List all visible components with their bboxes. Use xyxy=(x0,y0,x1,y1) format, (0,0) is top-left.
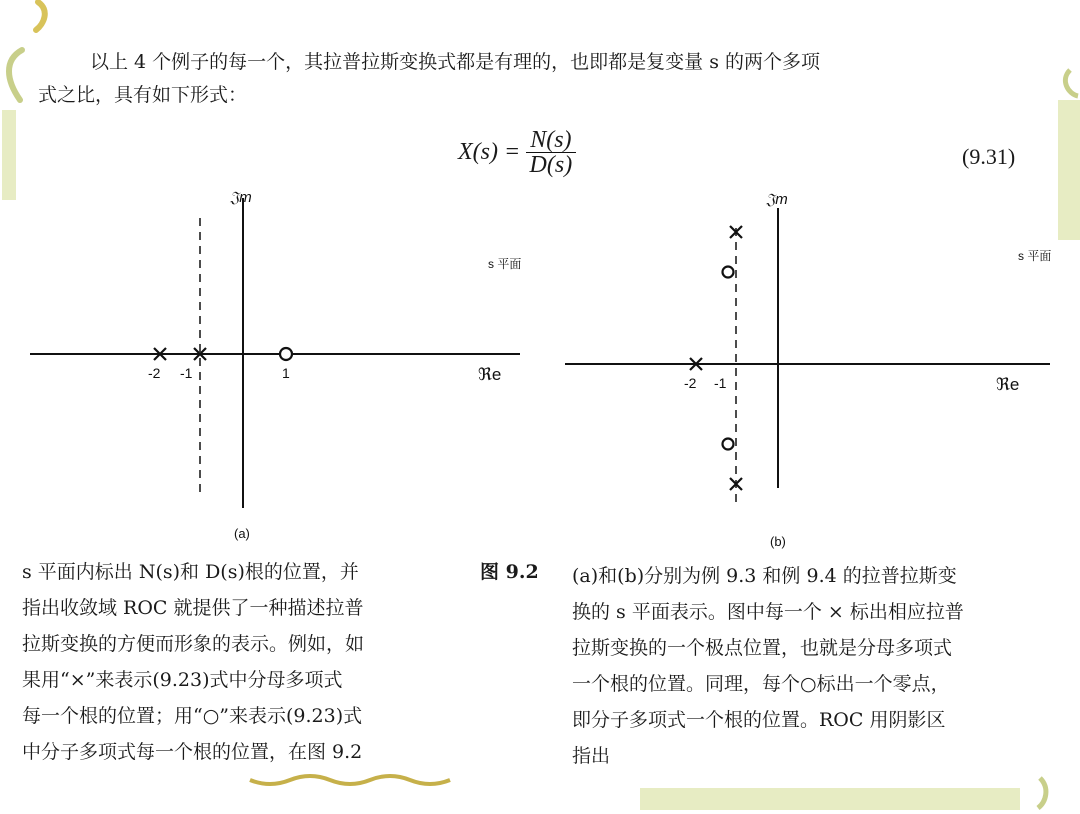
caption-line: 即分子多项式一个根的位置。ROC 用阴影区 xyxy=(572,709,946,731)
figure-a-imag-label: 𝔍m xyxy=(230,189,252,206)
decorative-swirl-bottom xyxy=(240,768,1080,810)
figure-caption-label: 图 9.2 xyxy=(480,561,539,583)
equation-denominator: D(s) xyxy=(529,152,573,178)
body-text-line: 每一个根的位置；用“○”来表示(9.23)式 xyxy=(22,705,363,727)
body-text-left xyxy=(22,554,364,770)
figure-b-pole xyxy=(730,478,742,490)
equation-lhs: X(s) = xyxy=(458,139,521,165)
intro-paragraph xyxy=(38,46,820,112)
body-text-line: 拉斯变换的方便而形象的表示。例如，如 xyxy=(22,633,365,655)
intro-line-2: 式之比，具有如下形式： xyxy=(38,84,248,106)
figure-a-real-label: ℜe xyxy=(478,365,502,384)
equation-fraction xyxy=(526,128,575,177)
figure-b-zero xyxy=(723,439,734,450)
figure-a-s-plane xyxy=(20,188,550,550)
figure-b-tick-minus1: -1 xyxy=(714,375,727,391)
figure-a-tick-minus1: -1 xyxy=(180,365,193,381)
figure-a-sublabel: (a) xyxy=(234,526,250,541)
figure-a-tick-minus2: -2 xyxy=(148,365,161,381)
decorative-swirl-left xyxy=(0,40,30,200)
caption-line: 一个根的位置。同理，每个○标出一个零点， xyxy=(572,673,950,695)
body-text-line: 中分子多项式每一个根的位置，在图 9.2 xyxy=(22,741,363,763)
body-text-line: 果用“×”来表示(9.23)式中分母多项式 xyxy=(22,669,343,691)
caption-line: 拉斯变换的一个极点位置，也就是分母多项式 xyxy=(572,637,953,659)
equation-number: (9.31) xyxy=(962,144,1016,169)
decorative-swirl-top-left xyxy=(0,0,90,40)
figure-a-zero xyxy=(280,348,292,360)
equation-9-31 xyxy=(458,128,576,177)
figure-b-pole xyxy=(730,226,742,238)
caption-line: 换的 s 平面表示。图中每一个 × 标出相应拉普 xyxy=(572,601,964,623)
figure-a-plane-label: s 平面 xyxy=(488,257,522,271)
intro-line-1: 以上 4 个例子的每一个，其拉普拉斯变换式都是有理的，也即都是复变量 s 的两个多项 xyxy=(90,51,820,73)
caption-line: 指出 xyxy=(572,745,611,767)
figure-b-plane-label: s 平面 xyxy=(1018,249,1052,263)
figure-b-zero xyxy=(723,267,734,278)
figure-b-real-label: ℜe xyxy=(996,375,1020,394)
body-text-line: 指出收敛域 ROC 就提供了一种描述拉普 xyxy=(22,597,364,619)
figure-a-tick-1: 1 xyxy=(282,365,290,381)
equation-numerator: N(s) xyxy=(526,128,575,153)
caption-line: (a)和(b)分别为例 9.3 和例 9.4 的拉普拉斯变 xyxy=(572,565,957,587)
figure-caption-text xyxy=(572,558,964,774)
figure-b-tick-minus2: -2 xyxy=(684,375,697,391)
figure-b-s-plane xyxy=(560,188,1070,550)
body-text-line: s 平面内标出 N(s)和 D(s)根的位置，并 xyxy=(22,561,359,583)
figure-b-imag-label: 𝔍m xyxy=(766,191,788,208)
figure-b-sublabel: (b) xyxy=(770,534,786,549)
